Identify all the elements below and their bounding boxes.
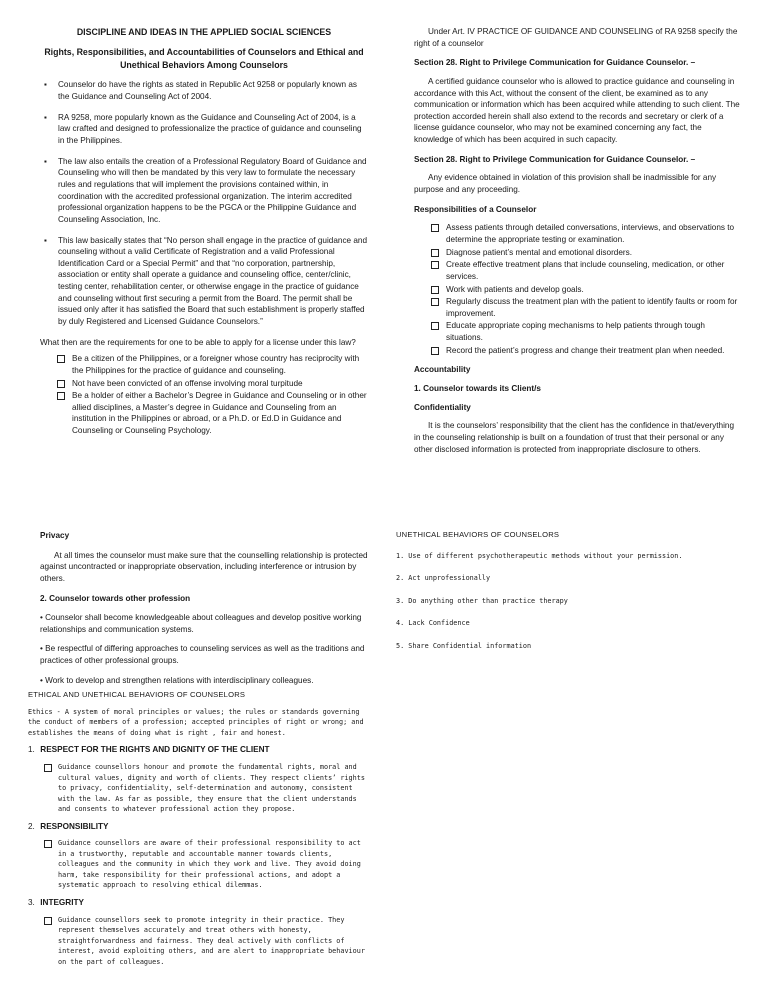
responsibility-item: Regularly discuss the treatment plan with the patient to identify faults or room for improvement. — [446, 296, 740, 319]
ethics-section — [28, 690, 368, 967]
responsibility-item: Create effective treatment plans that include counseling, medication, or other services. — [446, 259, 740, 282]
section-28-text: A certified guidance counselor who is allowed to practice guidance and counseling in accordance with this Act, without the consent of the client, be examined as to any communication or information which has been acquired while attending to such client. The protection accorded herein shall also extend to the records and secretary or clerk of a license guidance counselor, who may not be examined concerning any fact, the knowledge of which has been acquired in such capacity. — [414, 76, 740, 145]
counselor-clients-heading: 1. Counselor towards its Client/s — [414, 384, 541, 394]
responsibility-item: Assess patients through detailed conversations, interviews, and observations to determine the appropriate testing or examination. — [446, 222, 740, 245]
responsibility-item: Record the patient’s progress and change their treatment plan when needed. — [446, 345, 740, 357]
bullet-item: ▪ This law basically states that “No person shall engage in the practice of guidance and counseling without a valid Certificate of Registration and a valid Professional Identification Card or a Special Permit” and that “no corporation, partnership, association or entity shall operate a guidance and counseling office, center/clinic, testing center, rehabilitation center, or otherwise engage in the practice of guidance and counseling without first securing a permit from the Board. The permit shall be issued only after it has satisfied the Board that such establishment is properly staffed by duly Registered and Licensed Guidance Counselors.” — [58, 235, 368, 328]
principle-title: RESPECT FOR THE RIGHTS AND DIGNITY OF THE CLIENT — [40, 745, 270, 755]
requirement-item: Be a citizen of the Philippines, or a foreigner whose country has reciprocity with the Philippines for the practice of guidance and counseling. — [72, 353, 368, 376]
top-right-column — [414, 26, 740, 463]
privacy-heading: Privacy — [40, 531, 70, 540]
unethical-item: 5. Share Confidential information — [396, 641, 532, 650]
profession-point: • Counselor shall become knowledgeable about colleagues and develop positive working relationships and communication systems. — [40, 613, 362, 634]
responsibility-item: Educate appropriate coping mechanisms to help patients through tough situations. — [446, 320, 740, 343]
principle-number: 1. — [28, 745, 35, 755]
other-profession-heading: 2. Counselor towards other profession — [40, 593, 191, 603]
principle-text: Guidance counsellors seek to promote integrity in their practice. They represent themselves accurately and treat others with honesty, straightforwardness and fairness. They deal actively with conflicts of interest, avoid exploiting others, and are alert to inappropriate behaviour on the part of colleagues. — [58, 915, 368, 968]
principle-number: 3. — [28, 897, 35, 907]
bottom-right-column — [396, 530, 740, 663]
responsibility-item: Diagnose patient’s mental and emotional disorders. — [446, 247, 740, 259]
license-question: What then are the requirements for one to be able to apply for a license under this law? — [40, 337, 356, 347]
responsibilities-heading: Responsibilities of a Counselor — [414, 204, 537, 214]
privacy-text: At all times the counselor must make sure that the counselling relationship is protected against uncontracted or inappropriate observation, including interference or intrusion by others. — [40, 550, 368, 583]
principle-title: INTEGRITY — [40, 897, 84, 907]
document-title: DISCIPLINE AND IDEAS IN THE APPLIED SOCIAL SCIENCES — [76, 27, 332, 37]
principle-heading — [28, 821, 368, 833]
bullet-item: ▪ RA 9258, more popularly known as the Guidance and Counseling Act of 2004, is a law crafted and designed to professionalize the practice of guidance and counseling in the Philippines. — [58, 112, 368, 147]
principle-heading — [28, 744, 368, 756]
top-left-column — [40, 26, 368, 438]
section-28-text-2: Any evidence obtained in violation of this provision shall be inadmissible for any purpose and any proceeding. — [414, 173, 717, 195]
responsibilities-list — [414, 222, 740, 356]
profession-point: • Be respectful of differing approaches to counseling services as well as the traditions and practices of other professional groups. — [40, 644, 365, 666]
requirement-item: Be a holder of either a Bachelor’s Degree in Guidance and Counseling or in other allied disciplines, a Master’s degree in Guidance and Counseling from an institution in the Philippines or abroad, or a Ph.D. or Ed.D in Guidance and Counseling or Counseling Psychology. — [72, 391, 367, 436]
accountability-heading: Accountability — [414, 365, 471, 375]
article-intro: Under Art. IV PRACTICE OF GUIDANCE AND COUNSELING of RA 9258 specify the right of a counselor — [414, 27, 738, 48]
principle-number: 2. — [28, 821, 35, 831]
unethical-item: 2. Act unprofessionally — [396, 574, 491, 583]
unethical-item: 3. Do anything other than practice therapy — [396, 596, 568, 605]
requirement-item: Not have been convicted of an offense involving moral turpitude — [72, 378, 368, 390]
principle-list — [28, 838, 368, 891]
ra9258-bullet-list — [40, 79, 368, 327]
section-28-heading-2: Section 28. Right to Privilege Communication for Guidance Counselor. – — [414, 154, 696, 164]
principle-list — [28, 915, 368, 968]
principle-text: Guidance counsellors honour and promote the fundamental rights, moral and cultural values, dignity and worth of clients. They respect clients’ rights to privacy, confidentiality, self-determination and autonomy, consistent with the law. As far as possible, they ensure that the client understands and consents to whatever professional action they propose. — [58, 762, 368, 815]
confidentiality-heading: Confidentiality — [414, 402, 471, 412]
bullet-item: ▪ The law also entails the creation of a Professional Regulatory Board of Guidance and Counseling who will then be mandated by this very law to formulate the necessary rules and regulations that will implement the provisions contained within, in coordination with the accredited professional organization. The interim accredited professional organization happens to be the PGCA or the Philippine Guidance and Counseling Association, Inc. — [58, 156, 368, 226]
principle-heading — [28, 897, 368, 909]
profession-point: • Work to develop and strengthen relations with interdisciplinary colleagues. — [40, 675, 314, 685]
principle-title: RESPONSIBILITY — [40, 821, 109, 831]
principle-text: Guidance counsellors are aware of their professional responsibility to act in a trustworthy, reputable and accountable manner towards clients, colleagues and the community in which they work and live. They avoid doing harm, take responsibility for their professional actions, and adopt a systematic approach to resolving ethical dilemmas. — [58, 838, 368, 891]
unethical-behaviors-heading: UNETHICAL BEHAVIORS OF COUNSELORS — [396, 530, 560, 539]
bullet-item: ▪ Counselor do have the rights as stated in Republic Act 9258 or popularly known as the Guidance and Counseling Act of 2004. — [58, 79, 368, 102]
unethical-item: 4. Lack Confidence — [396, 619, 470, 628]
ethics-definition: Ethics - A system of moral principles or values; the rules or standards governing the conduct of members of a profession; accepted principles of right or wrong; and establishes the means of doing what is right , fair and honest. — [28, 707, 364, 737]
unethical-item: 1. Use of different psychotherapeutic methods without your permission. — [396, 551, 683, 560]
responsibility-item: Work with patients and develop goals. — [446, 284, 740, 296]
requirements-list — [40, 353, 368, 436]
section-28-heading: Section 28. Right to Privilege Communication for Guidance Counselor. – — [414, 58, 696, 68]
document-subtitle: Rights, Responsibilities, and Accountabilities of Counselors and Ethical and Unethical Behaviors Among Counselors — [44, 47, 364, 70]
bottom-left-column — [40, 530, 368, 694]
principle-list — [28, 762, 368, 815]
ethics-heading: ETHICAL AND UNETHICAL BEHAVIORS OF COUNSELORS — [28, 690, 246, 699]
confidentiality-text: It is the counselors’ responsibility that the client has the confidence in that/everything in the counseling relationship is built on a foundation of trust that their personal or any other disclosed information is protected from inappropriate disclosure to others. — [414, 421, 734, 454]
